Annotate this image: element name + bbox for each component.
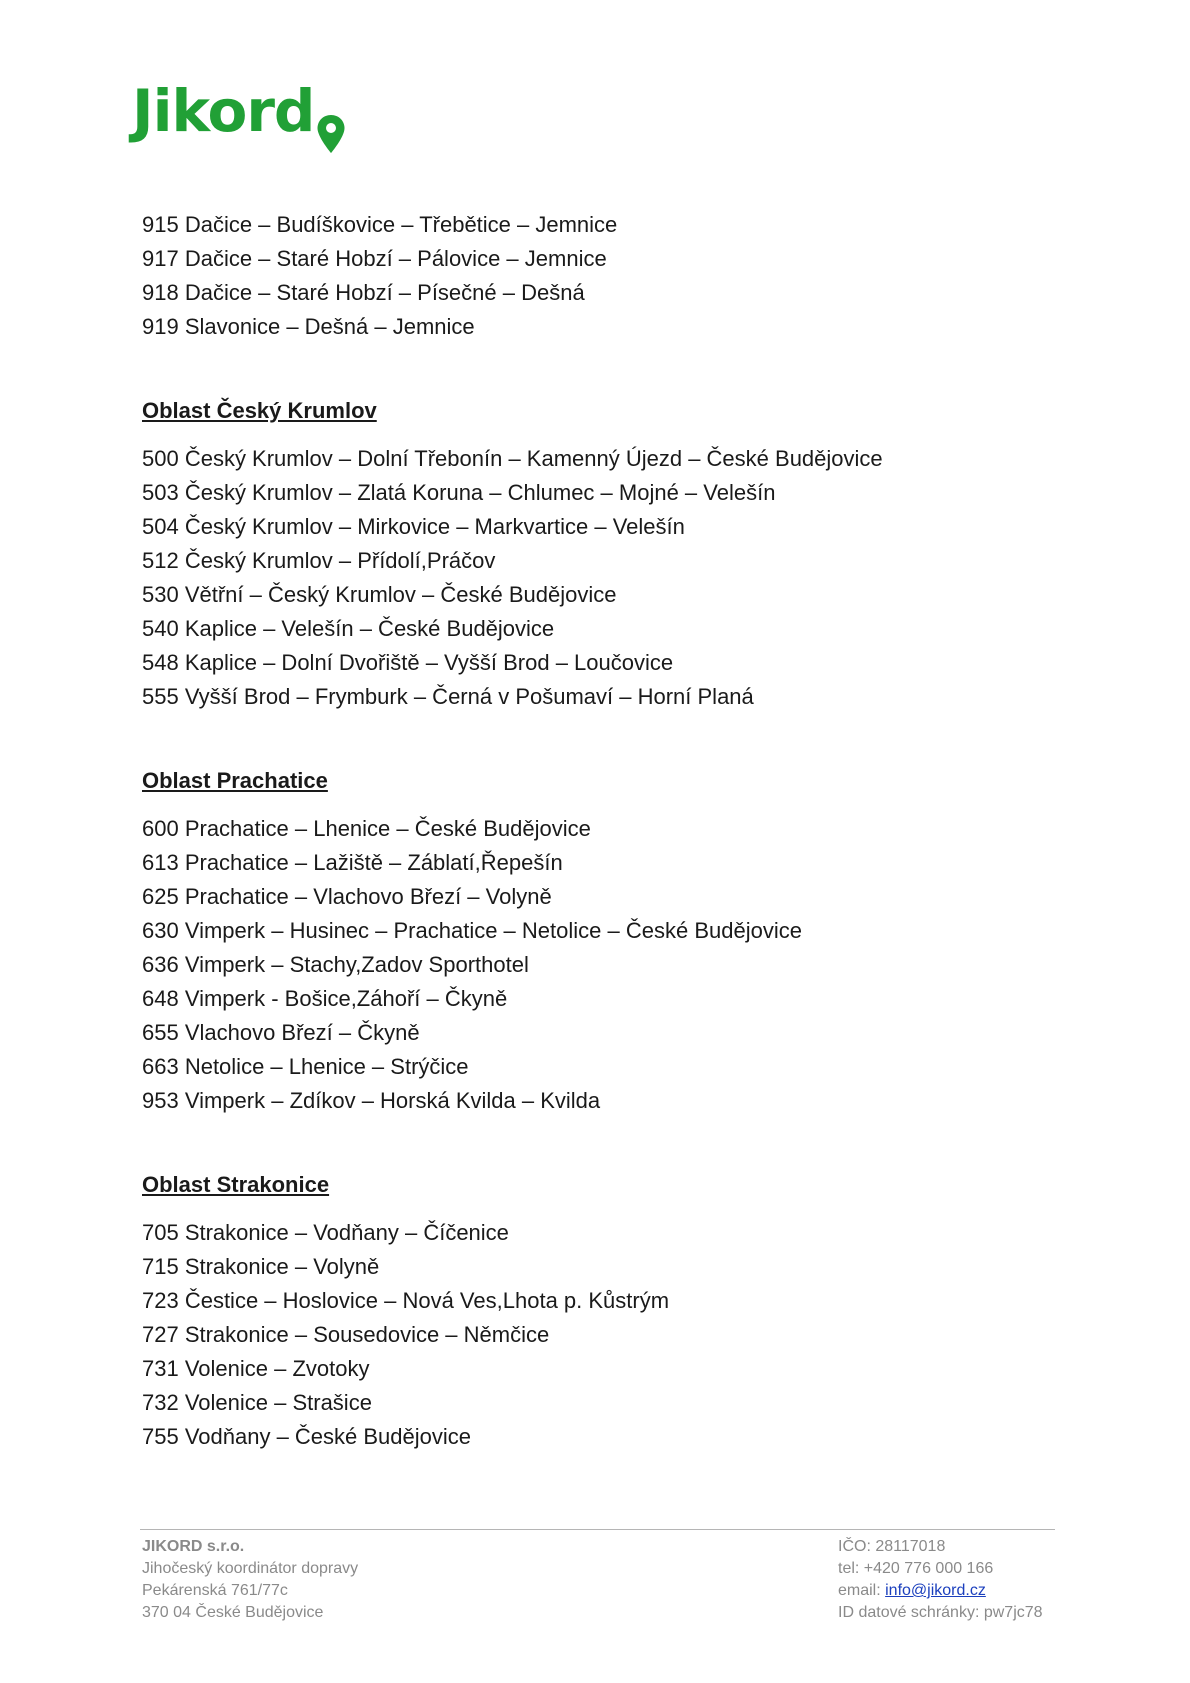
- footer-divider: [140, 1529, 1055, 1530]
- route-item: 915 Dačice – Budíškovice – Třebětice – Jemnice: [142, 212, 618, 237]
- footer-ico: IČO: 28117018: [838, 1538, 946, 1555]
- route-list: [142, 1216, 1082, 1454]
- footer-email-line: [838, 1580, 1043, 1602]
- route-item: 918 Dačice – Staré Hobzí – Písečné – Dešná: [142, 280, 585, 305]
- route-item: 600 Prachatice – Lhenice – České Budějovice: [142, 816, 591, 841]
- route-item: 919 Slavonice – Dešná – Jemnice: [142, 314, 475, 339]
- route-item: 504 Český Krumlov – Mirkovice – Markvartice – Velešín: [142, 514, 685, 539]
- footer-tel: tel: +420 776 000 166: [838, 1560, 994, 1577]
- route-item: 715 Strakonice – Volyně: [142, 1254, 380, 1279]
- route-item: 755 Vodňany – České Budějovice: [142, 1424, 472, 1449]
- route-item: 663 Netolice – Lhenice – Strýčice: [142, 1054, 469, 1079]
- section-prachatice: [142, 764, 1082, 1118]
- route-item: 555 Vyšší Brod – Frymburk – Černá v Pošumaví – Horní Planá: [142, 684, 754, 709]
- route-item: 732 Volenice – Strašice: [142, 1390, 372, 1415]
- footer-company-subtitle: Jihočeský koordinátor dopravy: [142, 1560, 359, 1577]
- location-pin-icon: [316, 114, 346, 154]
- route-item: 705 Strakonice – Vodňany – Číčenice: [142, 1220, 509, 1245]
- section-cesky-krumlov: [142, 394, 1082, 714]
- route-item: 917 Dačice – Staré Hobzí – Pálovice – Jemnice: [142, 246, 607, 271]
- route-item: 953 Vimperk – Zdíkov – Horská Kvilda – Kvilda: [142, 1088, 601, 1113]
- route-list: [142, 442, 1082, 714]
- footer-company-name: JIKORD s.r.o.: [142, 1538, 245, 1555]
- section-strakonice: [142, 1168, 1082, 1454]
- route-item: 530 Větřní – Český Krumlov – České Budějovice: [142, 582, 617, 607]
- route-item: 727 Strakonice – Sousedovice – Němčice: [142, 1322, 550, 1347]
- route-item: 648 Vimperk - Bošice,Záhoří – Čkyně: [142, 986, 508, 1011]
- route-list: [142, 812, 1082, 1118]
- footer-databox: ID datové schránky: pw7jc78: [838, 1604, 1043, 1621]
- route-item: 503 Český Krumlov – Zlatá Koruna – Chlumec – Mojné – Velešín: [142, 480, 776, 505]
- route-item: 655 Vlachovo Březí – Čkyně: [142, 1020, 420, 1045]
- route-item: 625 Prachatice – Vlachovo Březí – Volyně: [142, 884, 552, 909]
- jikord-logo: [132, 78, 346, 160]
- footer-contact-info: [838, 1536, 1043, 1624]
- route-item: 723 Čestice – Hoslovice – Nová Ves,Lhota p. Kůstrým: [142, 1288, 670, 1313]
- section-heading: Oblast Strakonice: [142, 1172, 330, 1197]
- footer-street: Pekárenská 761/77c: [142, 1582, 288, 1599]
- route-document: [142, 208, 1082, 1454]
- route-item: 512 Český Krumlov – Přídolí,Práčov: [142, 548, 496, 573]
- footer-email-link[interactable]: info@jikord.cz: [885, 1582, 986, 1599]
- footer-city: 370 04 České Budějovice: [142, 1604, 324, 1621]
- route-item: 636 Vimperk – Stachy,Zadov Sporthotel: [142, 952, 529, 977]
- intro-route-list: [142, 208, 1082, 344]
- section-heading: Oblast Český Krumlov: [142, 398, 377, 423]
- footer-email-label: email:: [838, 1582, 886, 1599]
- route-item: 613 Prachatice – Lažiště – Záblatí,Řepešín: [142, 850, 563, 875]
- section-heading: Oblast Prachatice: [142, 768, 328, 793]
- route-item: 630 Vimperk – Husinec – Prachatice – Netolice – České Budějovice: [142, 918, 802, 943]
- route-item: 548 Kaplice – Dolní Dvořiště – Vyšší Brod – Loučovice: [142, 650, 674, 675]
- logo-wordmark: Jikord: [132, 77, 315, 145]
- route-item: 500 Český Krumlov – Dolní Třebonín – Kamenný Újezd – České Budějovice: [142, 446, 883, 471]
- footer-company-info: [142, 1536, 358, 1624]
- route-item: 540 Kaplice – Velešín – České Budějovice: [142, 616, 555, 641]
- route-item: 731 Volenice – Zvotoky: [142, 1356, 370, 1381]
